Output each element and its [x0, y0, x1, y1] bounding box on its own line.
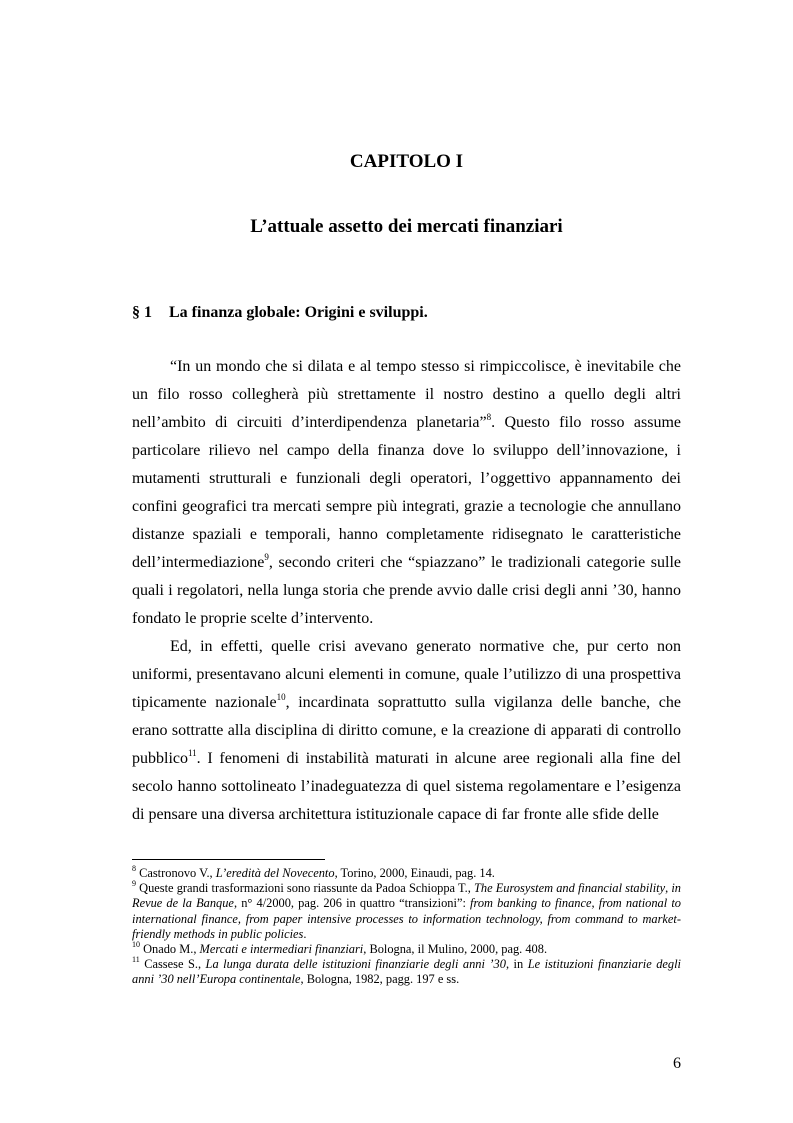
footnote-divider: [132, 859, 325, 860]
paragraph-text: . Questo filo rosso assume particolare rilievo nel campo della finanza dove lo sviluppo dell’innovazione, i mutamenti strutturali e funzionali degli operatori, l’oggettivo appannamento dei confini geografici tra mercati sempre più integrati, grazie a tecnologie che annullano distanze spaziali e temporali, hanno completamente ridisegnato le caratteristiche dell’intermediazione: [132, 414, 681, 571]
chapter-title: CAPITOLO I: [349, 151, 464, 172]
paragraph-text: “In un mondo che si dilata e al tempo stesso si rimpiccolisce, è inevitabile che un filo rosso collegherà più strettamente il nostro destino a quello degli altri nell’ambito di circuiti d’interdipendenza planetaria”: [132, 358, 681, 431]
footnotes: [132, 863, 681, 988]
page-number: 6: [673, 1055, 681, 1072]
section-title: La finanza globale: Origini e sviluppi.: [169, 304, 428, 321]
footnote-mark: 11: [132, 955, 140, 965]
paragraph-text: , secondo criteri che “spiazzano” le tradizionali categorie sulle quali i regolatori, nella lunga storia che prende avvio dalle crisi degli anni ’30, hanno fondato le proprie scelte d’intervento.: [132, 554, 681, 627]
footnote-ref[interactable]: 9: [264, 551, 269, 562]
section-heading: [132, 304, 428, 322]
paragraph-text: Ed, in effetti, quelle crisi avevano generato normative che, pur certo non uniformi, presentavano alcuni elementi in comune, quale l’utilizzo di una prospettiva tipicamente nazionale: [132, 638, 681, 711]
footnote-ref[interactable]: 10: [276, 691, 286, 702]
footnote: $^8$ Castronovo V., L’eredità del Novecento, Torino, 2000, Einaudi, pag. 14.: [132, 863, 495, 880]
paragraph-text: , incardinata soprattutto sulla vigilanza delle banche, che erano sottratte alla disciplina di diritto comune, e la creazione di apparati di controllo pubblico: [132, 694, 682, 767]
footnote: $^{10}$ Onado M., Mercati e intermediari finanziari, Bologna, il Mulino, 2000, pag. 408.: [132, 939, 548, 957]
paragraph-text: . I fenomeni di instabilità maturati in alcune aree regionali alla fine del secolo hanno sottolineato l’inadeguatezza di quel sistema regolamentare e l’esigenza di pensare una diversa architettura istituzionale capace di far fronte alle sfide delle: [132, 750, 681, 823]
footnote-mark: 10: [132, 939, 140, 949]
footnote: $^{11}$ Cassese S., La lunga durata delle istituzioni finanziarie degli anni ’30, in Le istituzioni finanziarie degli anni ’30 nell’Europa continentale, Bologna, 1982, pagg. 197 e ss.: [132, 955, 681, 987]
footnote-mark: 9: [132, 879, 136, 889]
footnote: $^9$ Queste grandi trasformazioni sono riassunte da Padoa Schioppa T., The Eurosystem and financial stability, in Revue de la Banque, n° 4/2000, pag. 206 in quattro “transizioni”: from banking to finance, from national to international finance, from paper intensive processes to information technology, from command to market-friendly methods in public policies.: [132, 879, 681, 941]
paragraph: [132, 353, 681, 633]
chapter-subtitle: L’attuale assetto dei mercati finanziari: [250, 216, 563, 237]
footnote-ref[interactable]: 11: [188, 747, 197, 758]
body-text: [132, 353, 681, 829]
paragraph: [132, 633, 681, 829]
footnote-ref[interactable]: 8: [486, 411, 492, 422]
section-number: § 1: [132, 304, 152, 321]
footnote-mark: 8: [132, 863, 136, 873]
